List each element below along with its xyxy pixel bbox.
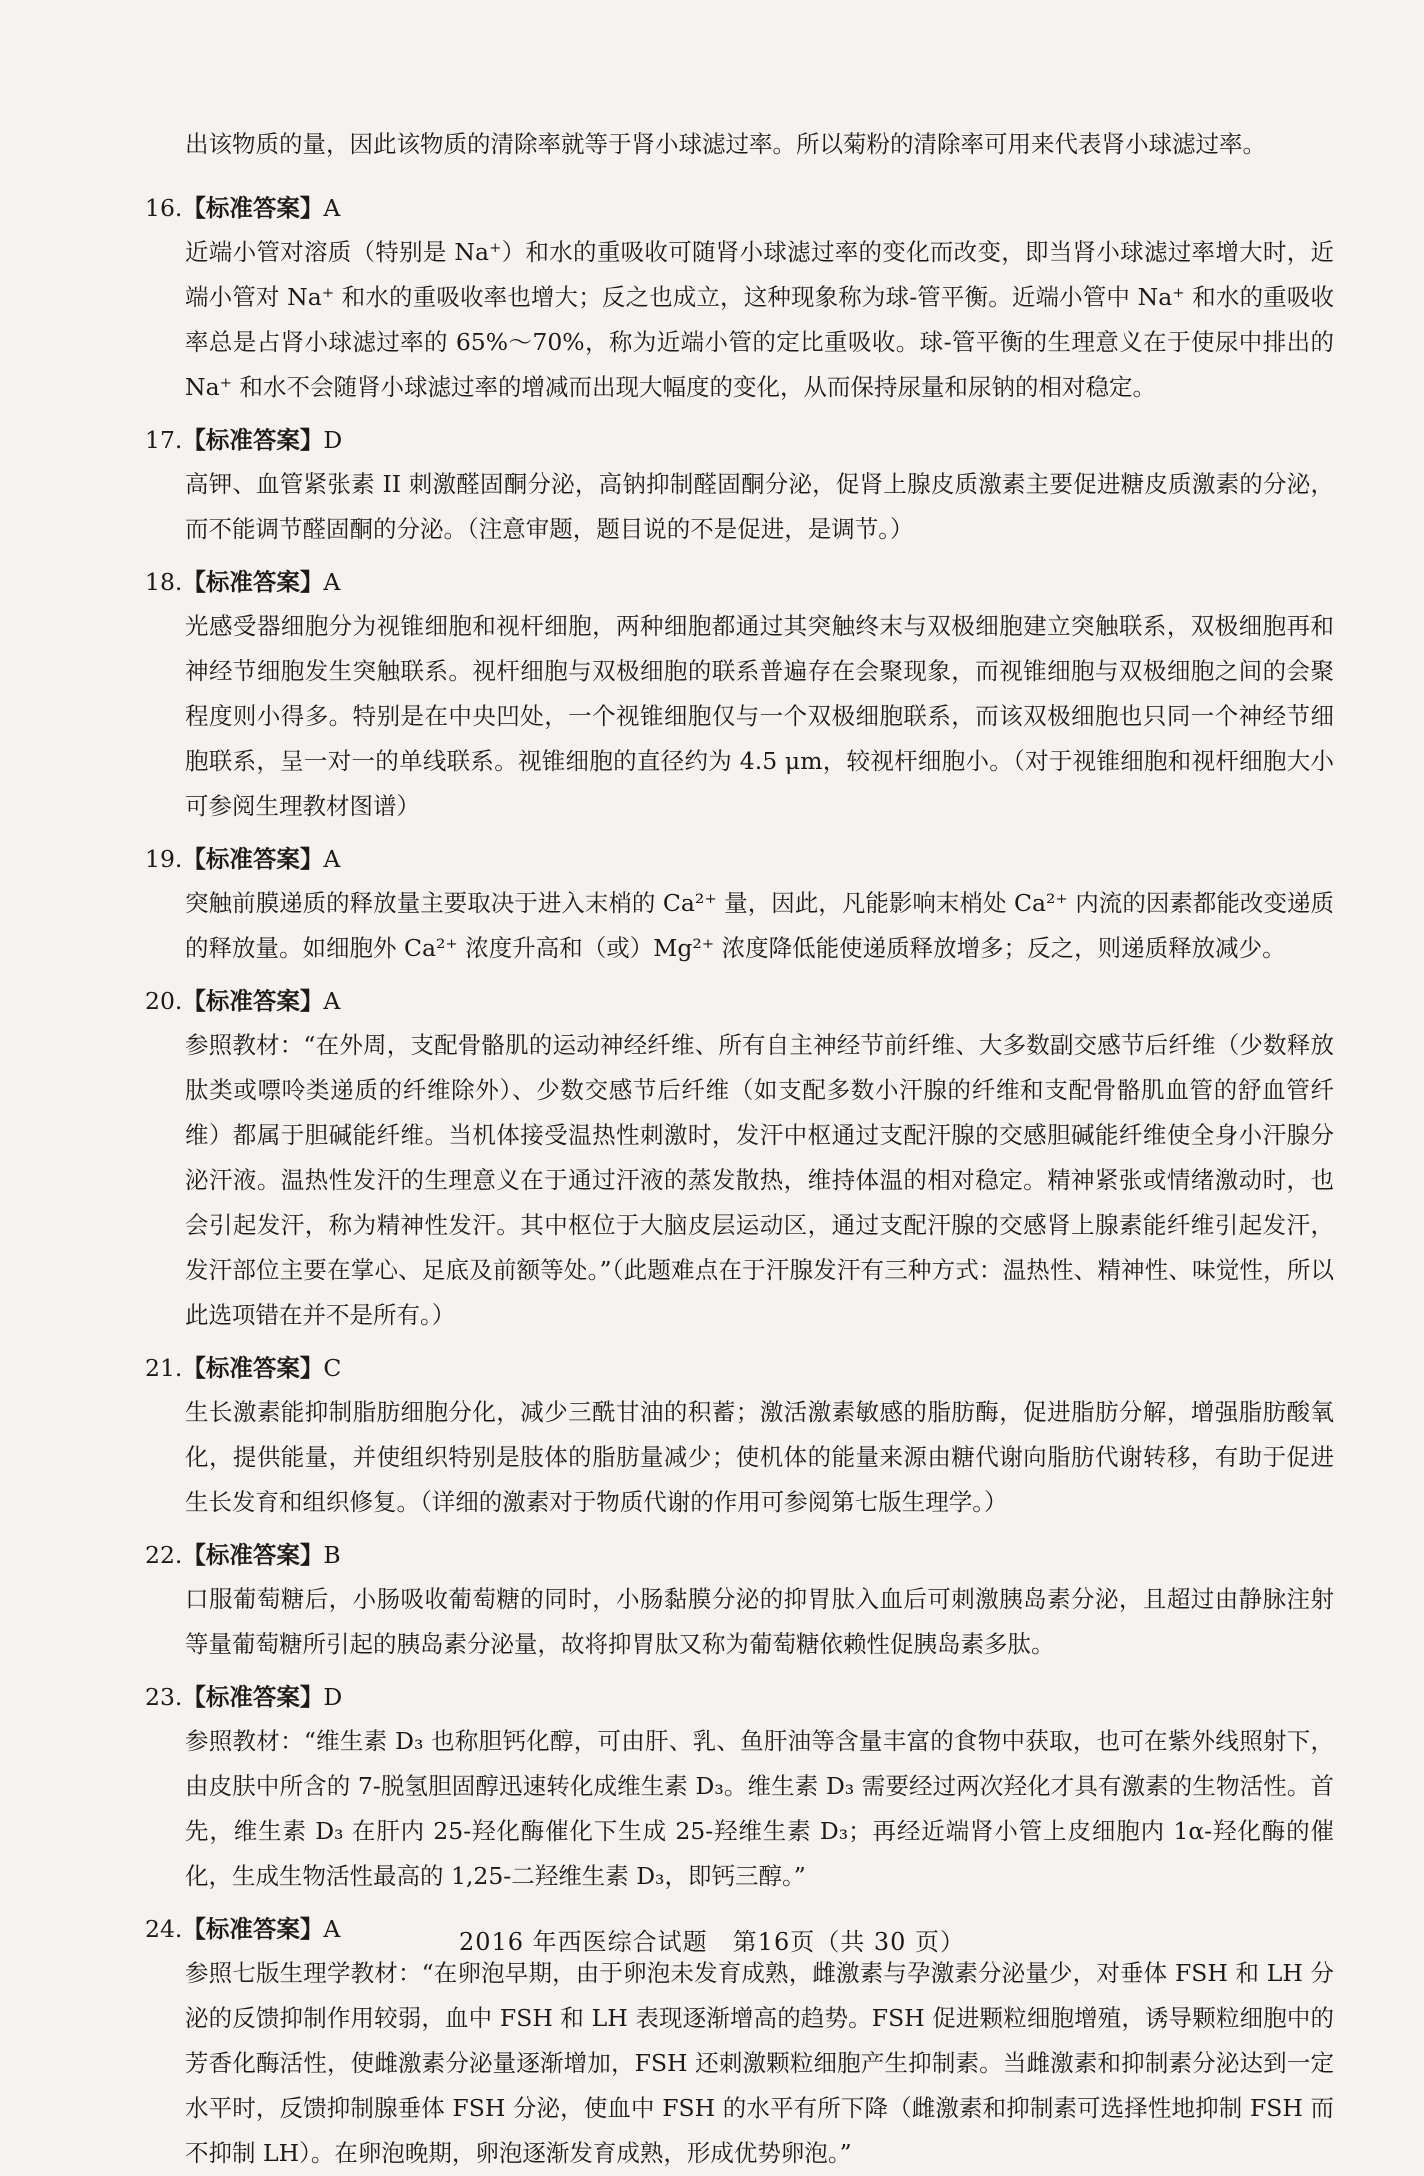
question-header [145, 560, 1334, 604]
answer-item [145, 1346, 1334, 1525]
answer-letter: C [323, 1354, 342, 1382]
explanation-text: 高钾、血管紧张素 II 刺激醛固酮分泌，高钠抑制醛固酮分泌，促肾上腺皮质激素主要促进糖皮质激素的分泌，而不能调节醛固酮的分泌。（注意审题，题目说的不是促进，是调节。） [185, 470, 1334, 543]
answer-letter: A [323, 845, 341, 873]
answer-item [145, 979, 1334, 1338]
question-number: 21. [145, 1354, 183, 1382]
question-number: 23. [145, 1683, 183, 1711]
explanation-text: 参照七版生理学教材：“在卵泡早期，由于卵泡未发育成熟，雌激素与孕激素分泌量少，对垂体 FSH 和 LH 分泌的反馈抑制作用较弱，血中 FSH 和 LH 表现逐渐增高的趋势。FSH 促进颗粒细胞增殖，诱导颗粒细胞中的芳香化酶活性，使雌激素分泌量逐渐增加，FSH 还刺激颗粒细胞产生抑制素。当雌激素和抑制素分泌达到一定水平时，反馈抑制腺垂体 FSH 分泌，使血中 FSH 的水平有所下降（雌激素和抑制素可选择性地抑制 FSH 而不抑制 LH）。在卵泡晚期，卵泡逐渐发育成熟，形成优势卵泡。” [185, 1959, 1334, 2167]
answer-item [145, 560, 1334, 829]
answer-item [145, 418, 1334, 552]
answer-letter: A [323, 568, 341, 596]
answer-tag: 【标准答案】 [182, 1683, 324, 1711]
question-header [145, 1346, 1334, 1390]
answer-letter: D [323, 426, 343, 454]
answer-item [145, 1533, 1334, 1667]
question-number: 24. [145, 1915, 183, 1943]
question-header [145, 837, 1334, 881]
answer-item [145, 837, 1334, 971]
explanation-text: 口服葡萄糖后，小肠吸收葡萄糖的同时，小肠黏膜分泌的抑胃肽入血后可刺激胰岛素分泌，且超过由静脉注射等量葡萄糖所引起的胰岛素分泌量，故将抑胃肽又称为葡萄糖依赖性促胰岛素多肽。 [185, 1585, 1334, 1658]
intro-paragraph: 出该物质的量，因此该物质的清除率就等于肾小球滤过率。所以菊粉的清除率可用来代表肾小球滤过率。 [185, 130, 1266, 158]
answer-tag: 【标准答案】 [182, 1354, 324, 1382]
question-number: 20. [145, 987, 183, 1015]
answer-tag: 【标准答案】 [182, 568, 324, 596]
answer-letter: A [323, 987, 341, 1015]
question-header [145, 1675, 1334, 1719]
question-number: 17. [145, 426, 183, 454]
answer-tag: 【标准答案】 [182, 1915, 324, 1943]
question-number: 18. [145, 568, 183, 596]
answer-tag: 【标准答案】 [182, 1541, 324, 1569]
answer-tag: 【标准答案】 [182, 987, 324, 1015]
question-header [145, 186, 1334, 230]
answer-item [145, 1675, 1334, 1899]
question-number: 22. [145, 1541, 183, 1569]
explanation-text: 参照教材：“在外周，支配骨骼肌的运动神经纤维、所有自主神经节前纤维、大多数副交感节后纤维（少数释放肽类或嘌呤类递质的纤维除外）、少数交感节后纤维（如支配多数小汗腺的纤维和支配骨骼肌血管的舒血管纤维）都属于胆碱能纤维。当机体接受温热性刺激时，发汗中枢通过支配汗腺的交感胆碱能纤维使全身小汗腺分泌汗液。温热性发汗的生理意义在于通过汗液的蒸发散热，维持体温的相对稳定。精神紧张或情绪激动时，也会引起发汗，称为精神性发汗。其中枢位于大脑皮层运动区，通过支配汗腺的交感肾上腺素能纤维引起发汗，发汗部位主要在掌心、足底及前额等处。”（此题难点在于汗腺发汗有三种方式：温热性、精神性、味觉性，所以此选项错在并不是所有。） [185, 1031, 1334, 1329]
question-header [145, 418, 1334, 462]
question-header [145, 979, 1334, 1023]
explanation-text: 近端小管对溶质（特别是 Na⁺）和水的重吸收可随肾小球滤过率的变化而改变，即当肾小球滤过率增大时，近端小管对 Na⁺ 和水的重吸收率也增大；反之也成立，这种现象称为球-管平衡。近端小管中 Na⁺ 和水的重吸收率总是占肾小球滤过率的 65%～70%，称为近端小管的定比重吸收。球-管平衡的生理意义在于使尿中排出的 Na⁺ 和水不会随肾小球滤过率的增减而出现大幅度的变化，从而保持尿量和尿钠的相对稳定。 [185, 238, 1334, 401]
explanation-text: 光感受器细胞分为视锥细胞和视杆细胞，两种细胞都通过其突触终末与双极细胞建立突触联系，双极细胞再和神经节细胞发生突触联系。视杆细胞与双极细胞的联系普遍存在会聚现象，而视锥细胞与双极细胞之间的会聚程度则小得多。特别是在中央凹处，一个视锥细胞仅与一个双极细胞联系，而该双极细胞也只同一个神经节细胞联系，呈一对一的单线联系。视锥细胞的直径约为 4.5 μm，较视杆细胞小。（对于视锥细胞和视杆细胞大小可参阅生理教材图谱） [185, 612, 1334, 820]
answer-letter: A [323, 194, 341, 222]
answer-list [145, 186, 1334, 2176]
question-header [145, 1533, 1334, 1577]
answer-letter: D [323, 1683, 343, 1711]
explanation-text: 生长激素能抑制脂肪细胞分化，减少三酰甘油的积蓄；激活激素敏感的脂肪酶，促进脂肪分解，增强脂肪酸氧化，提供能量，并使组织特别是肢体的脂肪量减少；使机体的能量来源由糖代谢向脂肪代谢转移，有助于促进生长发育和组织修复。（详细的激素对于物质代谢的作用可参阅第七版生理学。） [185, 1398, 1334, 1516]
question-number: 19. [145, 845, 183, 873]
answer-letter: A [323, 1915, 341, 1943]
explanation-text: 突触前膜递质的释放量主要取决于进入末梢的 Ca²⁺ 量，因此，凡能影响末梢处 Ca²⁺ 内流的因素都能改变递质的释放量。如细胞外 Ca²⁺ 浓度升高和（或）Mg²⁺ 浓度降低能使递质释放增多；反之，则递质释放减少。 [185, 889, 1334, 962]
answer-tag: 【标准答案】 [182, 194, 324, 222]
explanation-text: 参照教材：“维生素 D₃ 也称胆钙化醇，可由肝、乳、鱼肝油等含量丰富的食物中获取，也可在紫外线照射下，由皮肤中所含的 7-脱氢胆固醇迅速转化成维生素 D₃。维生素 D₃ 需要经过两次羟化才具有激素的生物活性。首先，维生素 D₃ 在肝内 25-羟化酶催化下生成 25-羟维生素 D₃；再经近端肾小管上皮细胞内 1α-羟化酶的催化，生成生物活性最高的 1,25-二羟维生素 D₃，即钙三醇。” [185, 1727, 1334, 1890]
answer-tag: 【标准答案】 [182, 845, 324, 873]
answer-letter: B [323, 1541, 341, 1569]
answer-tag: 【标准答案】 [182, 426, 324, 454]
answer-item [145, 186, 1334, 410]
question-number: 16. [145, 194, 183, 222]
page-footer: 2016 年西医综合试题 第16页（共 30 页） [458, 1928, 966, 1956]
